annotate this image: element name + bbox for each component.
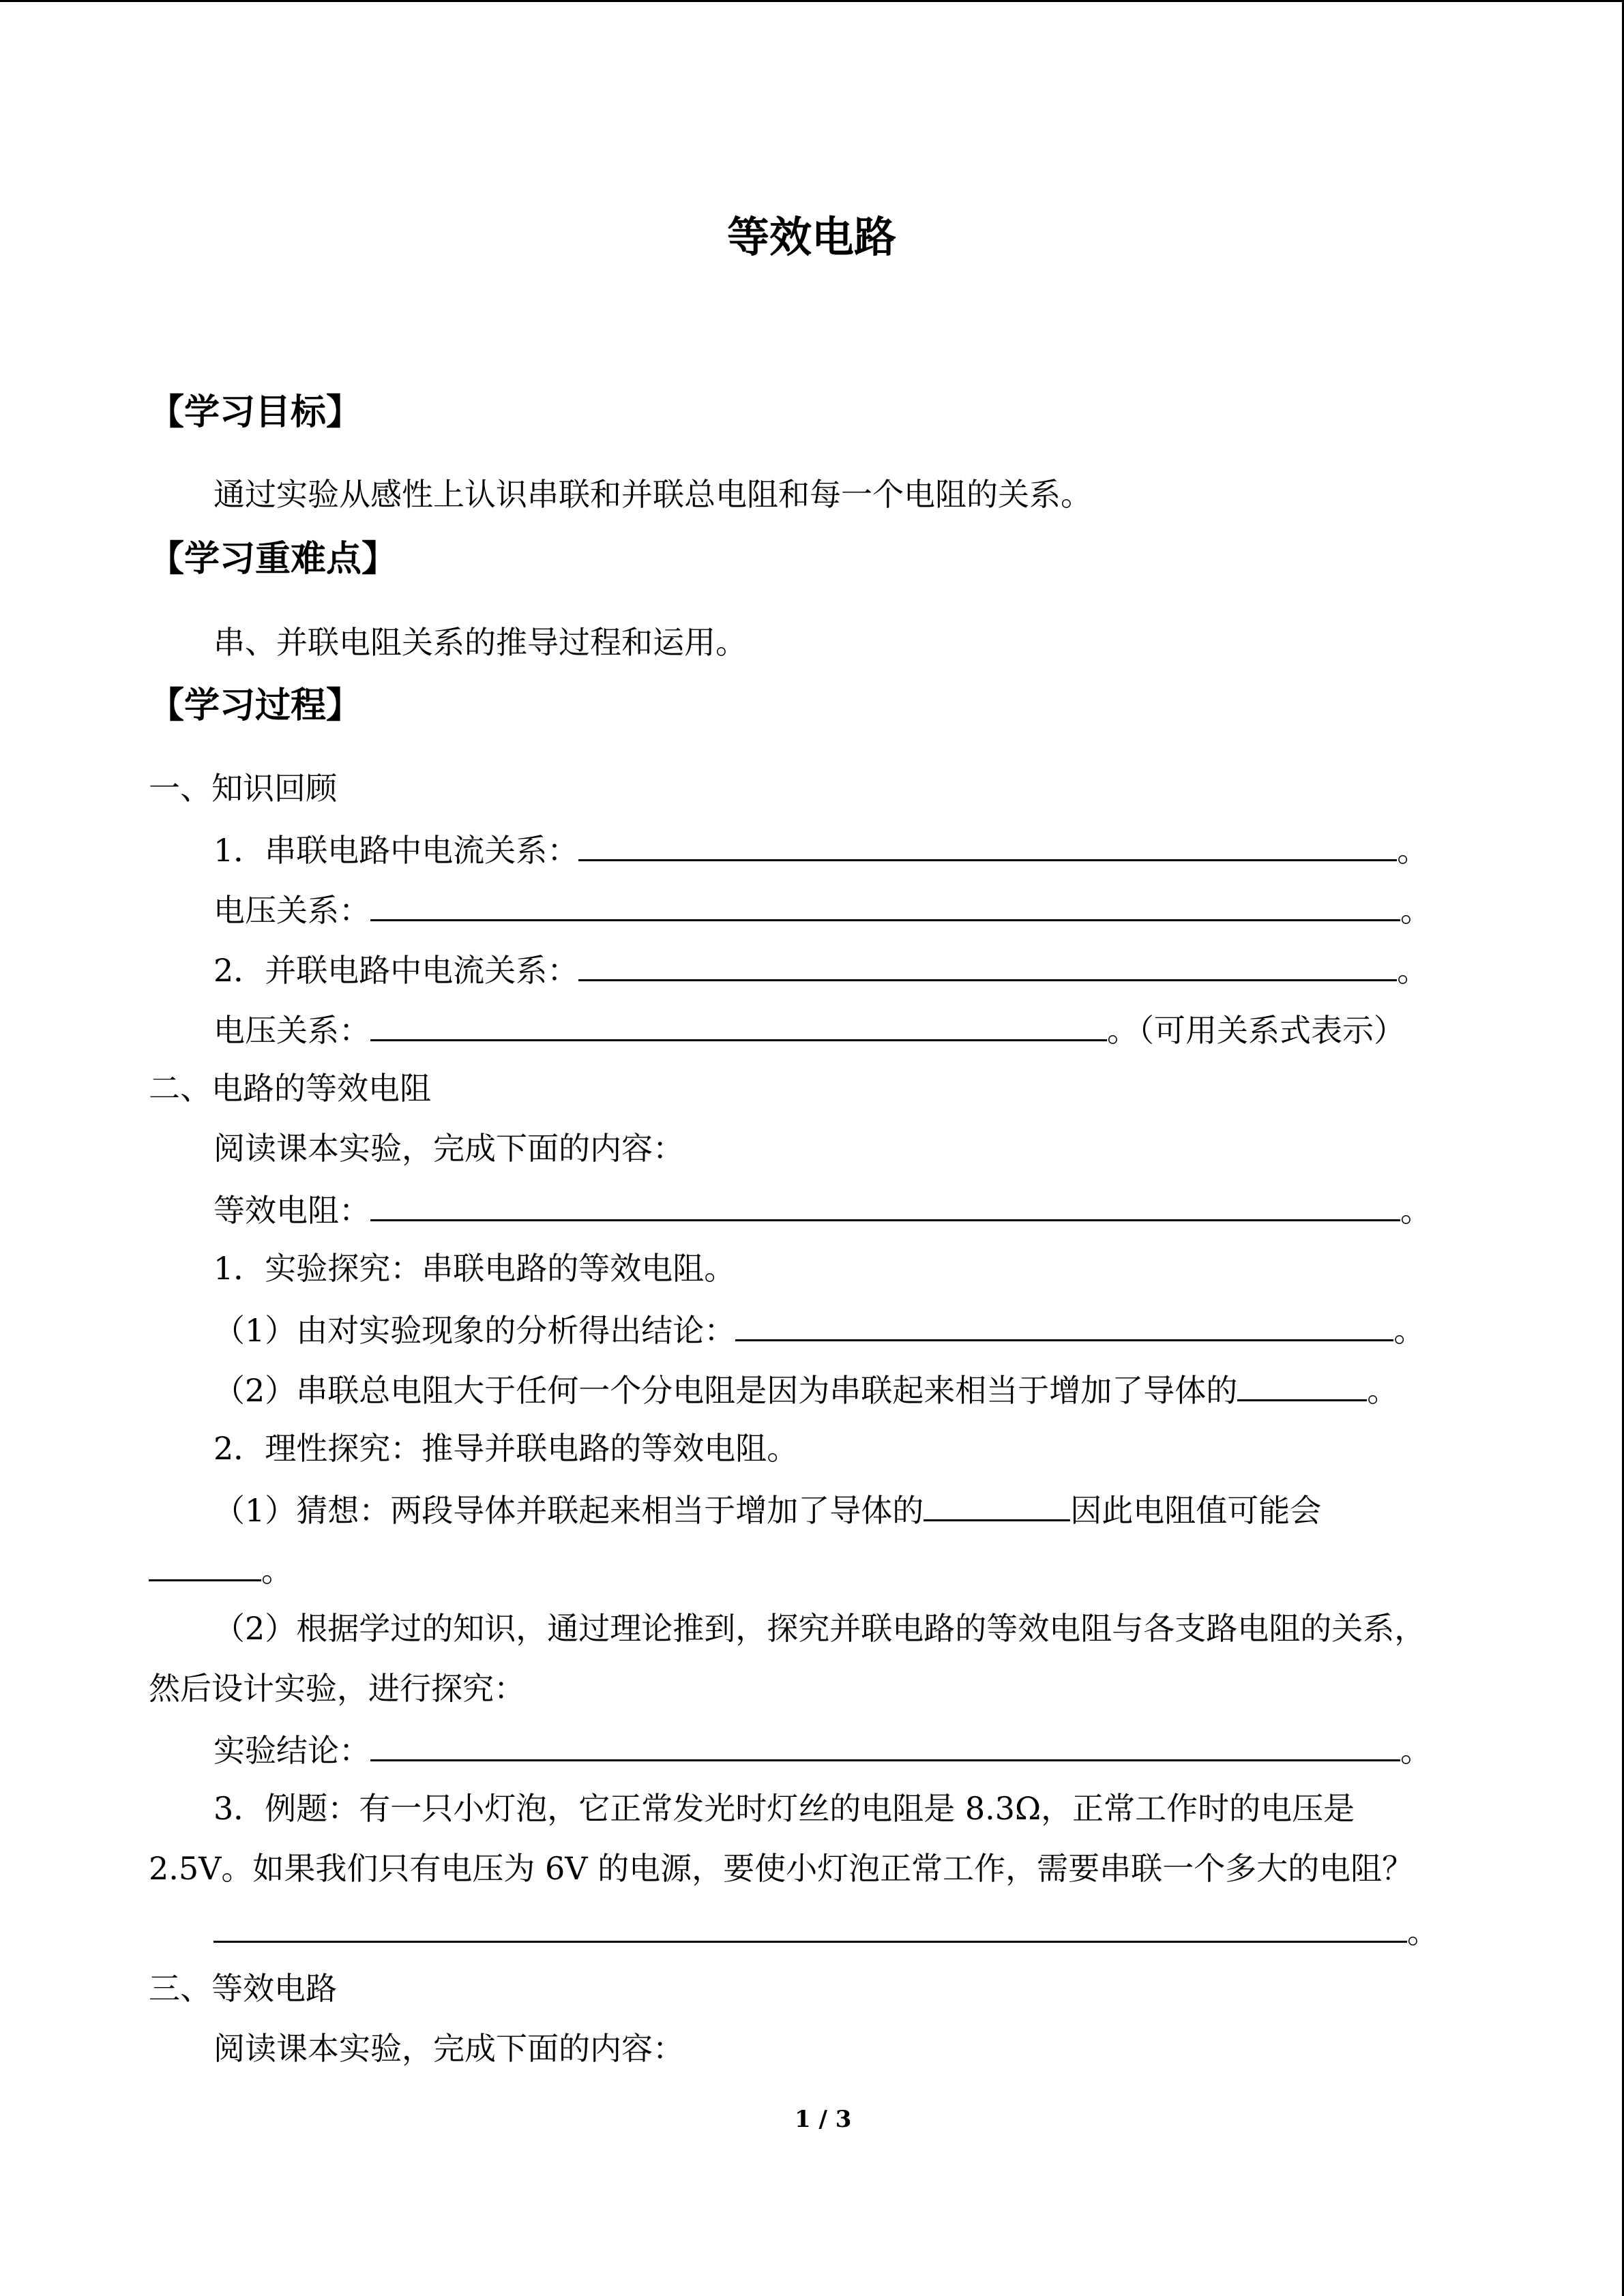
series-voltage-blank[interactable] xyxy=(370,888,1400,921)
conclusion-label: 实验结论： xyxy=(213,1732,370,1769)
example-answer-blank[interactable] xyxy=(213,1909,1407,1943)
parallel-voltage-line xyxy=(213,1008,1405,1051)
exp1-title: 1．实验探究：串联电路的等效电阻。 xyxy=(213,1250,736,1287)
exp1-b-label: （2）串联总电阻大于任何一个分电阻是因为串联起来相当于增加了导体的 xyxy=(213,1372,1238,1409)
series-current-label: 1．串联电路中电流关系： xyxy=(213,832,579,869)
part2-read: 阅读课本实验，完成下面的内容： xyxy=(213,1130,684,1167)
period: 。 xyxy=(1400,1192,1432,1229)
exp2-a-blank1[interactable] xyxy=(924,1488,1070,1521)
series-voltage-label: 电压关系： xyxy=(213,892,370,929)
exp2-title: 2．理性探究：推导并联电路的等效电阻。 xyxy=(213,1430,799,1467)
period: 。 xyxy=(1397,952,1429,989)
exp2-a-label: （1）猜想：两段导体并联起来相当于增加了导体的 xyxy=(213,1492,924,1529)
exp1-b-line xyxy=(213,1368,1398,1411)
equiv-resistance-blank[interactable] xyxy=(370,1188,1400,1221)
exp1-a-label: （1）由对实验现象的分析得出结论： xyxy=(213,1312,736,1349)
parallel-voltage-blank[interactable] xyxy=(370,1008,1107,1041)
series-current-blank[interactable] xyxy=(578,828,1397,861)
process-heading: 【学习过程】 xyxy=(149,685,362,726)
part1-heading: 一、知识回顾 xyxy=(149,770,337,807)
page-top-border xyxy=(0,0,1624,2)
period: 。 xyxy=(1400,892,1432,929)
conclusion-blank[interactable] xyxy=(370,1728,1400,1761)
keypoints-text: 串、并联电阻关系的推导过程和运用。 xyxy=(213,624,747,661)
example-text1: 3．例题：有一只小灯泡，它正常发光时灯丝的电阻是 8.3Ω，正常工作时的电压是 xyxy=(213,1790,1355,1827)
exp2-a-line xyxy=(213,1488,1321,1531)
exp2-a-line2 xyxy=(149,1548,293,1591)
page-title: 等效电路 xyxy=(727,212,897,262)
exp2-a-blank2[interactable] xyxy=(149,1548,261,1581)
exp2-b-text2: 然后设计实验，进行探究： xyxy=(149,1670,525,1707)
part2-heading: 二、电路的等效电阻 xyxy=(149,1070,431,1107)
equiv-resistance-line xyxy=(213,1188,1432,1231)
goals-text: 通过实验从感性上认识串联和并联总电阻和每一个电阻的关系。 xyxy=(213,476,1092,513)
example-answer-line xyxy=(213,1909,1438,1952)
series-current-line xyxy=(213,828,1428,871)
parallel-voltage-note: 。（可用关系式表示） xyxy=(1107,1012,1405,1049)
period: 。 xyxy=(1407,1913,1438,1950)
parallel-current-blank[interactable] xyxy=(578,948,1397,981)
series-voltage-line xyxy=(213,888,1432,931)
part3-heading: 三、等效电路 xyxy=(149,1970,337,2007)
period: 。 xyxy=(1367,1372,1399,1409)
parallel-current-line xyxy=(213,948,1428,991)
exp1-a-blank[interactable] xyxy=(735,1308,1393,1341)
part3-read: 阅读课本实验，完成下面的内容： xyxy=(213,2030,684,2067)
equiv-resistance-label: 等效电阻： xyxy=(213,1192,370,1229)
period: 。 xyxy=(1397,832,1429,869)
period: 。 xyxy=(1400,1732,1432,1769)
period: 。 xyxy=(1393,1312,1426,1349)
exp1-a-line xyxy=(213,1308,1425,1351)
page-number: 1 / 3 xyxy=(795,2106,852,2133)
parallel-voltage-label: 电压关系： xyxy=(213,1012,370,1049)
exp2-a-label2: 因此电阻值可能会 xyxy=(1070,1492,1322,1529)
exp2-b-text1: （2）根据学过的知识，通过理论推到，探究并联电路的等效电阻与各支路电阻的关系， xyxy=(213,1610,1426,1647)
period: 。 xyxy=(261,1552,293,1589)
keypoints-heading: 【学习重难点】 xyxy=(149,539,398,580)
conclusion-line xyxy=(213,1728,1432,1771)
example-text2: 2.5V。如果我们只有电压为 6V 的电源，要使小灯泡正常工作，需要串联一个多大的电阻？ xyxy=(149,1850,1414,1887)
exp1-b-blank[interactable] xyxy=(1237,1368,1367,1401)
parallel-current-label: 2．并联电路中电流关系： xyxy=(213,952,579,989)
goals-heading: 【学习目标】 xyxy=(149,392,362,433)
